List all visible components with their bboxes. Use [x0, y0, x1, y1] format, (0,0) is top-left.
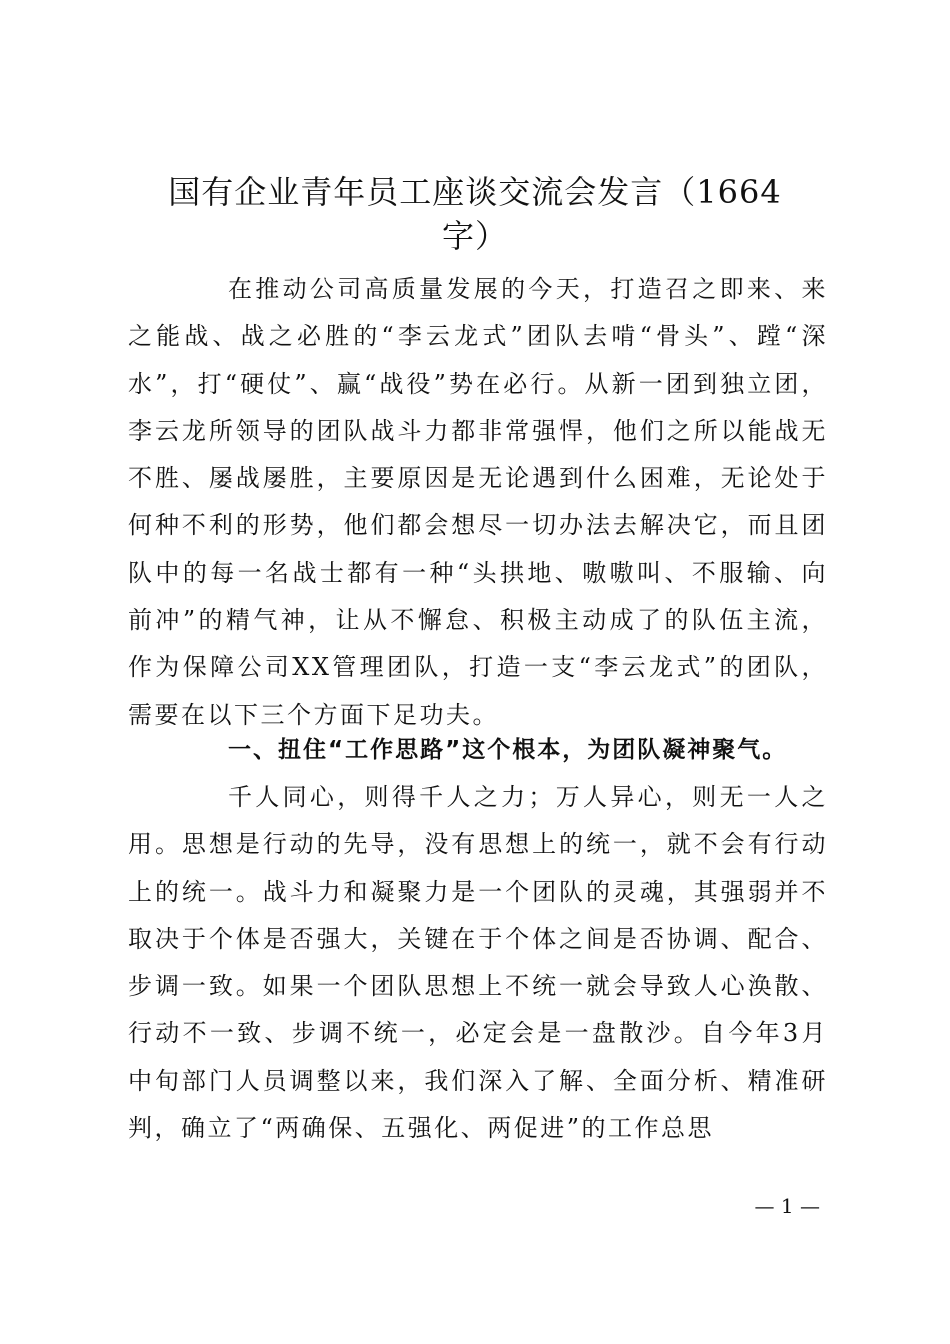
body-paragraph-intro: 在推动公司高质量发展的今天，打造召之即来、来之能战、战之必胜的“李云龙式”团队去啃“骨头”、蹚“深水”，打“硬仗”、赢“战役”势在必行。从新一团到独立团，李云龙所领导的团队战斗力都非常强悍，他们之所以能战无不胜、屡战屡胜，主要原因是无论遇到什么困难，无论处于何种不利的形势，他们都会想尽一切办法去解决它，而且团队中的每一名战士都有一种“头拱地、嗷嗷叫、不服输、向前冲”的精气神，让从不懈怠、积极主动成了的队伍主流，作为保障公司XX管理团队，打造一支“李云龙式”的团队，需要在以下三个方面下足功夫。 — [128, 275, 828, 729]
section-heading-1: 一、扭住“工作思路”这个根本，为团队凝神聚气。 — [228, 737, 788, 763]
body-paragraph-section-1: 千人同心，则得千人之力；万人异心，则无一人之用。思想是行动的先导，没有思想上的统一，就不会有行动上的统一。战斗力和凝聚力是一个团队的灵魂，其强弱并不取决于个体是否强大，关键在于个体之间是否协调、配合、步调一致。如果一个团队思想上不统一就会导致人心涣散、行动不一致、步调不统一，必定会是一盘散沙。自今年3月中旬部门人员调整以来，我们深入了解、全面分析、精准研判，确立了“两确保、五强化、两促进”的工作总思 — [128, 783, 828, 1143]
document-title: 国有企业青年员工座谈交流会发言（1664字） — [168, 173, 782, 255]
page-number: — 1 — — [754, 1194, 820, 1218]
